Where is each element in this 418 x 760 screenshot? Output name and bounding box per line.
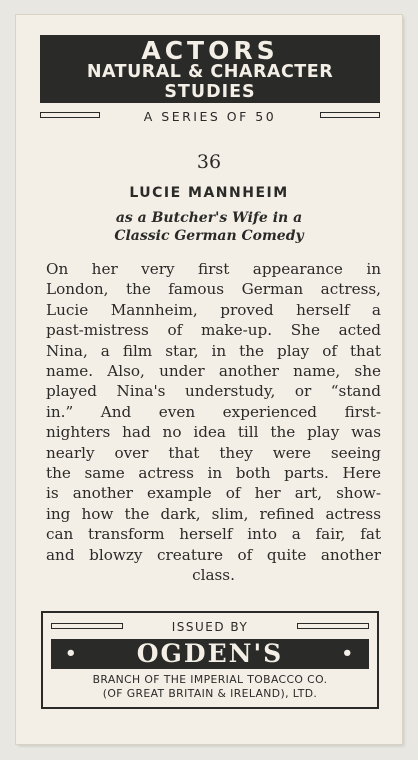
body-line: nearly over that they were seeing [46, 443, 381, 462]
body-line: is another example of her art, show- [46, 484, 381, 503]
decorative-bar-right [320, 112, 380, 118]
series-count-row [40, 109, 380, 125]
series-title-banner [40, 35, 380, 103]
body-line: nighters had no idea till the play was [46, 423, 381, 442]
series-title-line1: ACTORS [141, 36, 279, 65]
body-line: can transform herself into a fair, fat [46, 525, 381, 544]
branch-line2: (OF GREAT BRITAIN & IRELAND), LTD. [102, 687, 318, 700]
bullet-dot-icon: • [341, 643, 355, 664]
subtitle-line2: Classic German Comedy [114, 228, 304, 244]
bullet-dot-icon: • [65, 643, 79, 664]
body-line: class. [192, 566, 235, 585]
decorative-bar-right [297, 623, 369, 629]
body-line: and blowzy creature of quite another [46, 545, 381, 564]
issued-by-text: ISSUED BY [171, 620, 249, 634]
body-line: On her very first appearance in [46, 260, 381, 278]
card-number: 36 [196, 151, 222, 173]
body-line: name. Also, under another name, she [46, 362, 381, 381]
branch-line1: BRANCH OF THE IMPERIAL TOBACCO CO. [92, 673, 328, 686]
body-line: Lucie Mannheim, proved herself a [46, 300, 381, 319]
issuer-panel [41, 611, 379, 709]
body-line: Nina, a film star, in the play of that [46, 341, 381, 360]
brand-banner [51, 639, 369, 669]
body-line: played Nina's understudy, or “stand [46, 382, 381, 401]
series-title-line3: STUDIES [164, 81, 256, 102]
series-title-line2: NATURAL & CHARACTER [86, 62, 334, 82]
series-count-text: A SERIES OF 50 [143, 109, 277, 124]
body-line: past-mistress of make-up. She acted [46, 321, 381, 340]
role-subtitle [16, 209, 402, 245]
body-line: London, the famous German actress, [46, 280, 381, 299]
body-line: ing how the dark, slim, refined actress [46, 504, 381, 523]
body-line: the same actress in both parts. Here [46, 464, 381, 483]
subtitle-line1: as a Butcher's Wife in a [115, 210, 303, 226]
body-line: in.” And even experienced first- [46, 402, 381, 421]
actor-name: LUCIE MANNHEIM [129, 185, 289, 201]
issued-by-row [51, 619, 369, 635]
cigarette-card [16, 15, 402, 744]
description-text [46, 259, 381, 586]
branch-text [43, 673, 377, 701]
brand-name: OGDEN'S [136, 639, 284, 668]
